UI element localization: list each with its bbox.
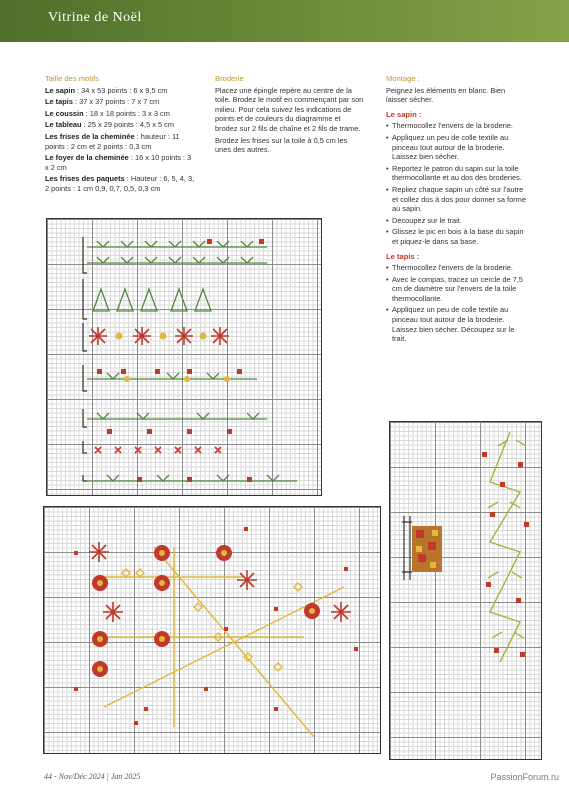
sapin-step: • Reportez le patron du sapin sur la toile thermocollante et au dos des broderies. bbox=[386, 164, 528, 183]
montage-section bbox=[386, 74, 528, 346]
sapin-steps-list bbox=[386, 121, 528, 246]
tapis-step: • Avec le compas, tracez un cercle de 7,5 cm de diamètre sur l'envers de la toile thermocollante. bbox=[386, 275, 528, 304]
motif-sizes-list bbox=[45, 86, 195, 194]
motif-size-text: : 25 x 29 points : 4,5 x 5 cm bbox=[81, 120, 174, 130]
motif-size-item bbox=[45, 120, 195, 130]
rug-motifs bbox=[44, 507, 380, 753]
tapis-steps-list bbox=[386, 263, 528, 344]
motif-size-label: Le sapin bbox=[45, 85, 75, 95]
motif-size-text: : 37 x 37 points : 7 x 7 cm bbox=[72, 97, 160, 107]
motif-size-label: Les frises de la cheminée bbox=[45, 131, 135, 141]
rug-pattern-chart bbox=[43, 506, 381, 754]
tapis-step: • Appliquez un peu de colle textile au pinceau tout autour de la broderie. Laissez bien sécher. Découpez sur le trait. bbox=[386, 305, 528, 343]
motif-size-text: : 16 x 10 points : 3 x 2 cm bbox=[45, 153, 192, 172]
header-banner bbox=[0, 0, 569, 42]
sapin-step: • Appliquez un peu de colle textile au pinceau tout autour de la broderie. Laissez bien sécher. bbox=[386, 133, 528, 162]
tree-motifs bbox=[390, 422, 541, 759]
motif-size-item bbox=[45, 174, 195, 193]
motif-size-item bbox=[45, 97, 195, 107]
broderie-section bbox=[215, 74, 365, 157]
section-title: Vitrine de Noël bbox=[48, 10, 142, 25]
motif-sizes-section bbox=[45, 74, 195, 196]
motif-size-item bbox=[45, 86, 195, 96]
watermark: PassionForum.ru bbox=[490, 772, 559, 782]
tree-pattern-chart bbox=[389, 421, 542, 760]
frieze-motifs bbox=[47, 219, 321, 495]
montage-intro: Peignez les éléments en blanc. Bien laisser sécher. bbox=[386, 85, 506, 105]
motif-size-item bbox=[45, 109, 195, 119]
broderie-paragraph-1: Placez une épingle repère au centre de la toile. Brodez le motif en commençant par son milieu. Pour cela suivez les indications de points et de couleurs du diagramme et brodez sur 2 fils de chaîne et 2 fils de trame. bbox=[215, 85, 364, 133]
montage-heading: Montage : bbox=[386, 74, 420, 83]
motif-size-text: : 34 x 53 points : 6 x 9,5 cm bbox=[74, 85, 168, 95]
sapin-step: • Thermocollez l'envers de la broderie. bbox=[386, 121, 528, 131]
motif-sizes-heading: Taille des motifs bbox=[45, 74, 100, 83]
sapin-step: • Repliez chaque sapin un côté sur l'autre et collez dos à dos pour donner sa forme au sapin. bbox=[386, 185, 528, 214]
motif-size-label: Les frises des paquets bbox=[45, 174, 125, 184]
sapin-title: Le sapin : bbox=[386, 109, 422, 119]
motif-size-label: Le tapis bbox=[45, 97, 73, 107]
broderie-heading: Broderie bbox=[215, 74, 244, 83]
tapis-title: Le tapis : bbox=[386, 251, 420, 261]
motif-size-item bbox=[45, 153, 195, 172]
sapin-step: • Découpez sur le trait. bbox=[386, 216, 528, 226]
motif-size-label: Le coussin bbox=[45, 108, 84, 118]
motif-size-label: Le tableau bbox=[45, 120, 82, 130]
motif-size-label: Le foyer de la cheminée bbox=[45, 153, 129, 163]
sapin-step: • Glissez le pic en bois à la base du sapin et piquez-le dans sa base. bbox=[386, 227, 528, 246]
motif-size-text: : Hauteur : 6, 5, 4, 3, 2 points : 1 cm 0,9, 0,7, 0,5, 0,3 cm bbox=[45, 174, 195, 193]
motif-size-text: : hauteur : 11 points : 2 cm et 2 points : 0,3 cm bbox=[45, 131, 180, 151]
page-footer: 44 - Nov/Déc 2024 | Jan 2025 bbox=[44, 772, 141, 781]
tapis-step: • Thermocollez l'envers de la broderie. bbox=[386, 263, 528, 273]
motif-size-item bbox=[45, 132, 195, 151]
frieze-pattern-chart bbox=[46, 218, 322, 496]
broderie-paragraph-2: Brodez les frises sur la toile à 0,5 cm les unes des autres. bbox=[215, 135, 348, 155]
motif-size-text: : 18 x 18 points : 3 x 3 cm bbox=[83, 108, 170, 118]
